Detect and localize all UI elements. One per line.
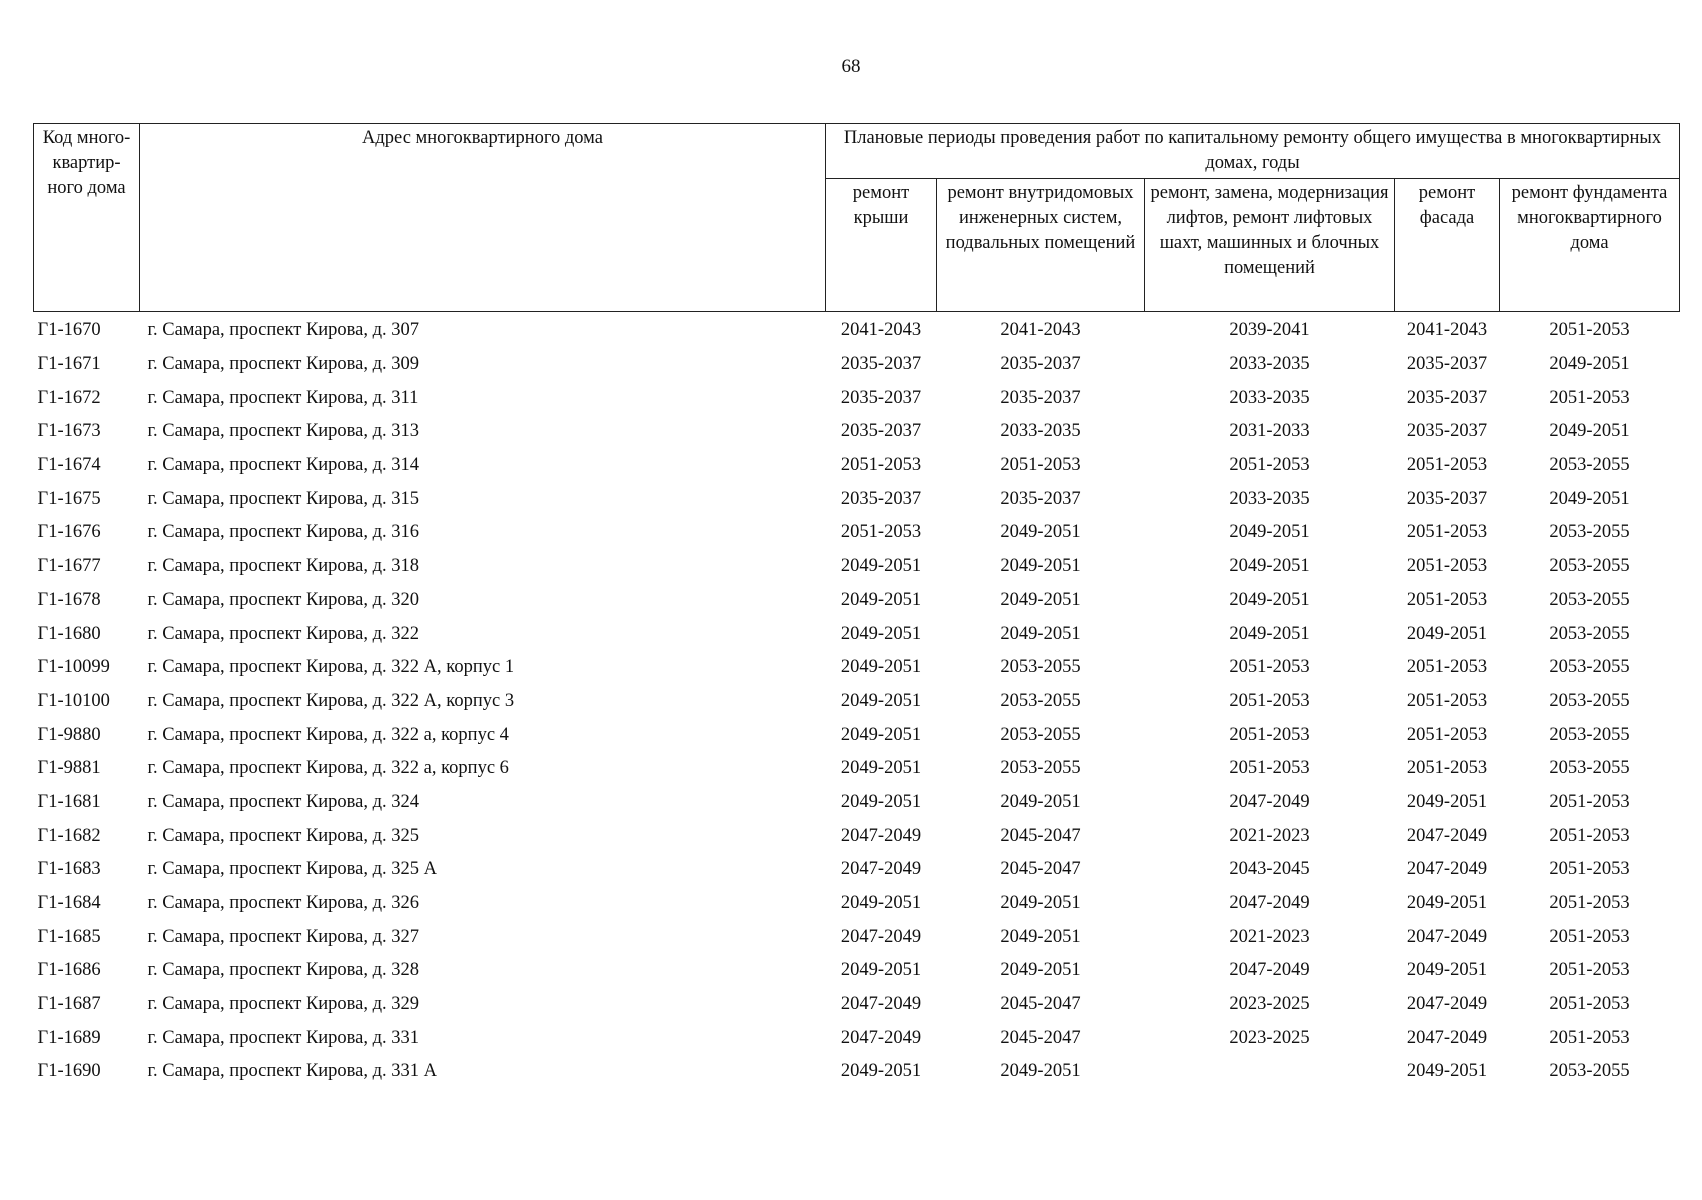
cell-elevators: 2049-2051 (1229, 522, 1310, 543)
cell-facade: 2047-2049 (1406, 994, 1488, 1015)
cell-elevators: 2047-2049 (1229, 791, 1310, 812)
cell-address: г. Самара, проспект Кирова, д. 309 (147, 354, 420, 375)
cell-foundation: 2053-2055 (1549, 455, 1630, 476)
cell-code: Г1-1681 (37, 791, 101, 812)
cell-address: г. Самара, проспект Кирова, д. 322 (147, 623, 420, 644)
cell-engineering: 2041-2043 (1000, 320, 1081, 341)
cell-engineering: 2051-2053 (1000, 455, 1081, 476)
cell-elevators: 2021-2023 (1229, 926, 1310, 947)
cell-engineering: 2035-2037 (1000, 488, 1081, 509)
table-row (34, 819, 1680, 853)
cell-facade: 2049-2051 (1406, 791, 1488, 812)
cell-roof: 2049-2051 (840, 724, 922, 745)
cell-roof: 2049-2051 (840, 960, 922, 981)
cell-roof: 2035-2037 (840, 387, 922, 408)
cell-address: г. Самара, проспект Кирова, д. 320 (147, 589, 420, 610)
cell-roof: 2035-2037 (840, 354, 922, 375)
cell-address: г. Самара, проспект Кирова, д. 315 (147, 488, 420, 509)
cell-elevators: 2051-2053 (1229, 657, 1310, 678)
cell-facade: 2047-2049 (1406, 825, 1488, 846)
table-row (34, 449, 1680, 483)
cell-engineering: 2045-2047 (1000, 859, 1081, 880)
table-row (34, 954, 1680, 988)
cell-address: г. Самара, проспект Кирова, д. 314 (147, 455, 420, 476)
cell-roof: 2035-2037 (840, 421, 922, 442)
cell-foundation: 2053-2055 (1549, 758, 1630, 779)
cell-roof: 2047-2049 (840, 825, 922, 846)
table-row (34, 988, 1680, 1022)
cell-roof: 2049-2051 (840, 556, 922, 577)
cell-engineering: 2049-2051 (1000, 522, 1081, 543)
cell-elevators: 2049-2051 (1229, 623, 1310, 644)
cell-address: г. Самара, проспект Кирова, д. 322 а, корпус 4 (147, 724, 509, 745)
cell-elevators: 2021-2023 (1229, 825, 1310, 846)
header-address: Адрес многоквартирного дома (140, 124, 826, 312)
table-row (34, 887, 1680, 921)
cell-roof: 2051-2053 (840, 522, 922, 543)
cell-roof: 2047-2049 (840, 1027, 922, 1048)
cell-roof: 2049-2051 (840, 1061, 922, 1082)
cell-code: Г1-1682 (37, 825, 101, 846)
cell-facade: 2035-2037 (1406, 488, 1488, 509)
cell-facade: 2049-2051 (1406, 893, 1488, 914)
cell-foundation: 2051-2053 (1549, 387, 1630, 408)
cell-code: Г1-1690 (37, 1061, 101, 1082)
cell-code: Г1-9881 (37, 758, 101, 779)
table-row (34, 685, 1680, 719)
table-row (34, 550, 1680, 584)
cell-facade: 2049-2051 (1406, 1061, 1488, 1082)
cell-address: г. Самара, проспект Кирова, д. 327 (147, 926, 420, 947)
cell-code: Г1-1680 (37, 623, 101, 644)
cell-roof: 2035-2037 (840, 488, 922, 509)
cell-code: Г1-10099 (37, 657, 110, 678)
cell-foundation: 2053-2055 (1549, 522, 1630, 543)
cell-engineering: 2049-2051 (1000, 556, 1081, 577)
cell-roof: 2049-2051 (840, 690, 922, 711)
cell-elevators: 2049-2051 (1229, 556, 1310, 577)
table-row (34, 381, 1680, 415)
cell-roof: 2047-2049 (840, 926, 922, 947)
cell-foundation: 2049-2051 (1549, 421, 1630, 442)
cell-facade: 2049-2051 (1406, 623, 1488, 644)
cell-elevators: 2051-2053 (1229, 690, 1310, 711)
cell-roof: 2049-2051 (840, 893, 922, 914)
cell-address: г. Самара, проспект Кирова, д. 322 А, корпус 1 (147, 657, 515, 678)
cell-foundation: 2051-2053 (1549, 825, 1630, 846)
page-number: 68 (841, 56, 861, 77)
table-row (34, 516, 1680, 550)
cell-foundation: 2051-2053 (1549, 791, 1630, 812)
cell-elevators: 2049-2051 (1229, 589, 1310, 610)
cell-facade: 2047-2049 (1406, 1027, 1488, 1048)
cell-engineering: 2049-2051 (1000, 1061, 1081, 1082)
cell-foundation: 2051-2053 (1549, 893, 1630, 914)
cell-engineering: 2053-2055 (1000, 690, 1081, 711)
cell-address: г. Самара, проспект Кирова, д. 322 А, корпус 3 (147, 690, 515, 711)
cell-facade: 2051-2053 (1406, 724, 1488, 745)
cell-facade: 2051-2053 (1406, 758, 1488, 779)
cell-foundation: 2051-2053 (1549, 994, 1630, 1015)
cell-elevators: 2051-2053 (1229, 758, 1310, 779)
table-row (34, 415, 1680, 449)
cell-roof: 2049-2051 (840, 657, 922, 678)
cell-elevators: 2031-2033 (1229, 421, 1310, 442)
cell-address: г. Самара, проспект Кирова, д. 329 (147, 994, 420, 1015)
cell-address: г. Самара, проспект Кирова, д. 311 (147, 387, 419, 408)
cell-roof: 2049-2051 (840, 623, 922, 644)
cell-code: Г1-1673 (37, 421, 101, 442)
cell-foundation: 2049-2051 (1549, 488, 1630, 509)
cell-elevators: 2047-2049 (1229, 893, 1310, 914)
cell-facade: 2047-2049 (1406, 926, 1488, 947)
cell-code: Г1-1671 (37, 354, 101, 375)
header-facade: ремонт фасада (1395, 179, 1500, 312)
cell-code: Г1-1684 (37, 893, 101, 914)
cell-facade: 2035-2037 (1406, 421, 1488, 442)
header-roof: ремонт крыши (826, 179, 937, 312)
cell-elevators: 2033-2035 (1229, 488, 1310, 509)
cell-address: г. Самара, проспект Кирова, д. 313 (147, 421, 420, 442)
table-row (34, 1021, 1680, 1055)
cell-engineering: 2045-2047 (1000, 994, 1081, 1015)
cell-roof: 2047-2049 (840, 994, 922, 1015)
cell-facade: 2035-2037 (1406, 387, 1488, 408)
cell-foundation: 2053-2055 (1549, 724, 1630, 745)
cell-engineering: 2045-2047 (1000, 825, 1081, 846)
cell-code: Г1-1670 (37, 320, 101, 341)
header-elevators: ремонт, замена, модернизация лифтов, ремонт лифтовых шахт, машинных и блочных помещений (1145, 179, 1395, 312)
cell-code: Г1-1677 (37, 556, 101, 577)
cell-roof: 2049-2051 (840, 791, 922, 812)
cell-engineering: 2049-2051 (1000, 589, 1081, 610)
cell-facade: 2041-2043 (1406, 320, 1488, 341)
cell-engineering: 2049-2051 (1000, 960, 1081, 981)
table-header (34, 124, 1680, 312)
cell-foundation: 2051-2053 (1549, 926, 1630, 947)
table-row (34, 651, 1680, 685)
cell-code: Г1-1678 (37, 589, 101, 610)
cell-engineering: 2045-2047 (1000, 1027, 1081, 1048)
cell-engineering: 2049-2051 (1000, 623, 1081, 644)
table-row (34, 853, 1680, 887)
cell-engineering: 2049-2051 (1000, 791, 1081, 812)
cell-roof: 2041-2043 (840, 320, 922, 341)
cell-facade: 2035-2037 (1406, 354, 1488, 375)
cell-address: г. Самара, проспект Кирова, д. 326 (147, 893, 420, 914)
cell-engineering: 2049-2051 (1000, 893, 1081, 914)
table-row (34, 584, 1680, 618)
cell-elevators: 2051-2053 (1229, 455, 1310, 476)
cell-facade: 2051-2053 (1406, 522, 1488, 543)
table-row (34, 1055, 1680, 1089)
cell-address: г. Самара, проспект Кирова, д. 307 (147, 320, 420, 341)
cell-elevators (1145, 1055, 1395, 1089)
cell-facade: 2051-2053 (1406, 589, 1488, 610)
table-row (34, 348, 1680, 382)
cell-foundation: 2053-2055 (1549, 589, 1630, 610)
cell-foundation: 2049-2051 (1549, 354, 1630, 375)
cell-engineering: 2049-2051 (1000, 926, 1081, 947)
header-engineering: ремонт внутридомовых инженерных систем, подвальных помещений (937, 179, 1145, 312)
cell-code: Г1-1689 (37, 1027, 101, 1048)
cell-foundation: 2051-2053 (1549, 859, 1630, 880)
cell-foundation: 2053-2055 (1549, 690, 1630, 711)
cell-roof: 2047-2049 (840, 859, 922, 880)
cell-elevators: 2047-2049 (1229, 960, 1310, 981)
cell-foundation: 2053-2055 (1549, 623, 1630, 644)
table-body (34, 312, 1680, 1089)
cell-elevators: 2033-2035 (1229, 354, 1310, 375)
cell-elevators: 2023-2025 (1229, 1027, 1310, 1048)
cell-foundation: 2051-2053 (1549, 320, 1630, 341)
cell-foundation: 2053-2055 (1549, 1061, 1630, 1082)
table-row (34, 718, 1680, 752)
cell-address: г. Самара, проспект Кирова, д. 318 (147, 556, 420, 577)
table-row (34, 786, 1680, 820)
cell-elevators: 2039-2041 (1229, 320, 1310, 341)
cell-code: Г1-1686 (37, 960, 101, 981)
cell-address: г. Самара, проспект Кирова, д. 331 А (147, 1061, 438, 1082)
header-foundation: ремонт фундамента многоквартирного дома (1500, 179, 1680, 312)
cell-code: Г1-1685 (37, 926, 101, 947)
cell-engineering: 2035-2037 (1000, 354, 1081, 375)
cell-address: г. Самара, проспект Кирова, д. 325 (147, 825, 420, 846)
cell-foundation: 2051-2053 (1549, 1027, 1630, 1048)
cell-facade: 2051-2053 (1406, 455, 1488, 476)
cell-code: Г1-1674 (37, 455, 101, 476)
table-row (34, 617, 1680, 651)
cell-facade: 2049-2051 (1406, 960, 1488, 981)
cell-address: г. Самара, проспект Кирова, д. 328 (147, 960, 420, 981)
table-row (34, 482, 1680, 516)
cell-elevators: 2023-2025 (1229, 994, 1310, 1015)
cell-code: Г1-1676 (37, 522, 101, 543)
cell-address: г. Самара, проспект Кирова, д. 316 (147, 522, 420, 543)
cell-foundation: 2053-2055 (1549, 556, 1630, 577)
cell-engineering: 2053-2055 (1000, 724, 1081, 745)
cell-code: Г1-10100 (37, 690, 110, 711)
cell-foundation: 2051-2053 (1549, 960, 1630, 981)
cell-roof: 2049-2051 (840, 758, 922, 779)
cell-engineering: 2033-2035 (1000, 421, 1081, 442)
header-code: Код много-квартир-ного дома (34, 124, 140, 312)
header-periods: Плановые периоды проведения работ по капитальному ремонту общего имущества в многоквартирных домах, годы (826, 124, 1680, 179)
cell-address: г. Самара, проспект Кирова, д. 325 А (147, 859, 438, 880)
cell-code: Г1-1683 (37, 859, 101, 880)
cell-engineering: 2053-2055 (1000, 657, 1081, 678)
cell-code: Г1-9880 (37, 724, 101, 745)
cell-facade: 2051-2053 (1406, 657, 1488, 678)
table-row (34, 920, 1680, 954)
cell-facade: 2051-2053 (1406, 556, 1488, 577)
cell-elevators: 2043-2045 (1229, 859, 1310, 880)
cell-elevators: 2033-2035 (1229, 387, 1310, 408)
cell-code: Г1-1687 (37, 994, 101, 1015)
cell-roof: 2051-2053 (840, 455, 922, 476)
cell-address: г. Самара, проспект Кирова, д. 331 (147, 1027, 420, 1048)
cell-roof: 2049-2051 (840, 589, 922, 610)
cell-elevators: 2051-2053 (1229, 724, 1310, 745)
table-row (34, 312, 1680, 348)
cell-code: Г1-1672 (37, 387, 101, 408)
cell-facade: 2051-2053 (1406, 690, 1488, 711)
cell-engineering: 2035-2037 (1000, 387, 1081, 408)
cell-foundation: 2053-2055 (1549, 657, 1630, 678)
cell-engineering: 2053-2055 (1000, 758, 1081, 779)
cell-facade: 2047-2049 (1406, 859, 1488, 880)
cell-address: г. Самара, проспект Кирова, д. 322 а, корпус 6 (147, 758, 509, 779)
cell-code: Г1-1675 (37, 488, 101, 509)
table-row (34, 752, 1680, 786)
cell-address: г. Самара, проспект Кирова, д. 324 (147, 791, 420, 812)
capital-repair-table (33, 123, 1680, 1089)
